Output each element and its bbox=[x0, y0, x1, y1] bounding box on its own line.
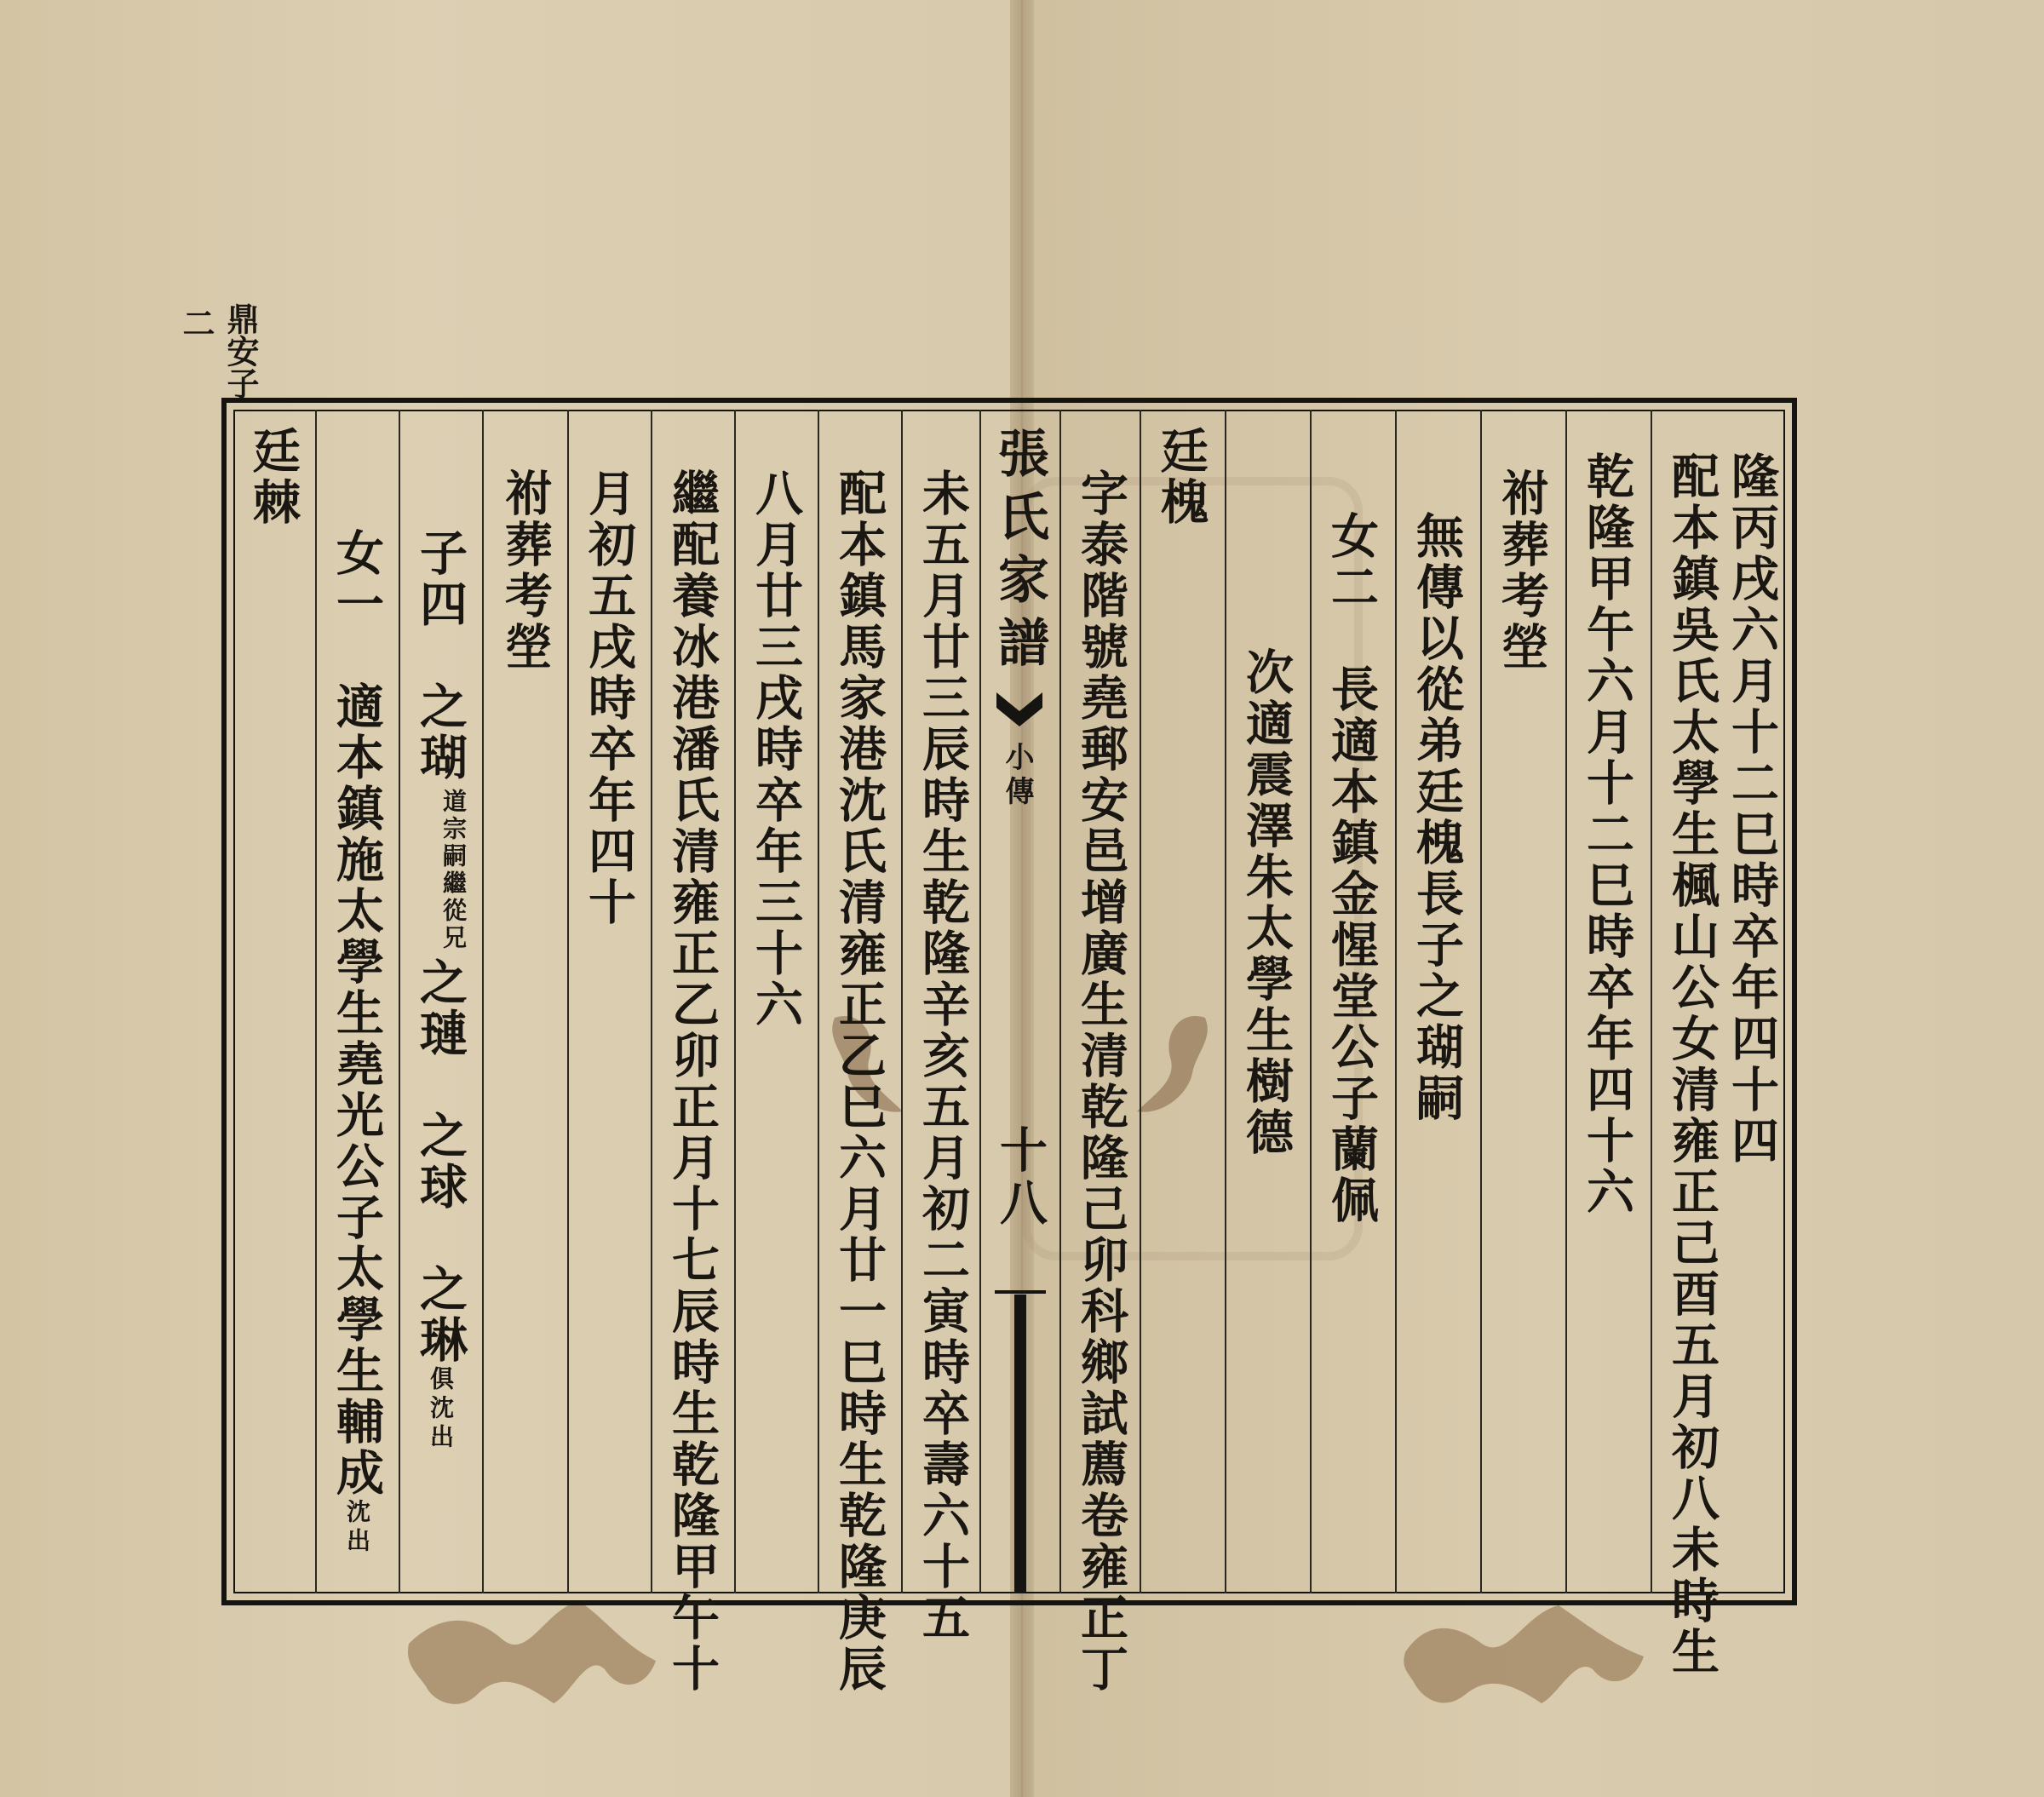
column-rule bbox=[818, 410, 819, 1593]
sons-text-b: 之璉 之球 之琳 bbox=[412, 957, 468, 1366]
text-column: 月初五戌時卒年四十 bbox=[581, 468, 637, 928]
text-column: 祔葬考塋 bbox=[497, 468, 554, 673]
column-rule bbox=[1059, 410, 1061, 1593]
column-rule bbox=[1651, 410, 1652, 1593]
children-column bbox=[414, 528, 467, 1453]
column-rule bbox=[1395, 410, 1397, 1593]
column-rule bbox=[399, 410, 400, 1593]
paper-stain-bottom-left bbox=[400, 1593, 664, 1720]
column-rule bbox=[1310, 410, 1312, 1593]
text-column: 廷棘 bbox=[245, 426, 301, 528]
text-column: 繼配養冰港潘氏清雍正乙卯正月十七辰時生乾隆甲午十 bbox=[664, 468, 721, 1695]
book-title: 張氏家譜 bbox=[990, 427, 1049, 679]
interlinear-note bbox=[439, 789, 467, 952]
text-column: 八月廿三戌時卒年三十六 bbox=[748, 468, 804, 1031]
header-mark-number: 二 bbox=[177, 307, 215, 339]
sons-text-a: 子四 之瑚 bbox=[412, 528, 468, 784]
text-column: 祔葬考塋 bbox=[1494, 468, 1550, 673]
column-rule bbox=[1140, 410, 1141, 1593]
center-bar-cap bbox=[995, 1290, 1046, 1294]
leaf-header-mark-number bbox=[179, 307, 213, 339]
text-column: 配本鎮吳氏太學生楓山公女清雍正己酉五月初八未時生 bbox=[1664, 451, 1720, 1678]
center-bar bbox=[1014, 1295, 1026, 1593]
column-rule bbox=[1565, 410, 1567, 1593]
text-column: 配本鎮馬家港沈氏清雍正乙巳六月廿一巳時生乾隆庚辰 bbox=[831, 468, 887, 1695]
section-label: 小傳 bbox=[1000, 742, 1034, 810]
column-rule bbox=[1225, 410, 1226, 1593]
daughter-column bbox=[330, 528, 383, 1557]
note-right: 繼從兄 bbox=[439, 870, 468, 952]
leaf-header-mark bbox=[221, 302, 260, 399]
column-rule bbox=[567, 410, 569, 1593]
column-rule bbox=[315, 410, 317, 1593]
column-rule bbox=[651, 410, 652, 1593]
sons-note-end: 俱沈出 bbox=[427, 1366, 455, 1453]
note-left: 道宗嗣 bbox=[439, 789, 468, 870]
text-column: 女二 長適本鎮金惺堂公子蘭佩 bbox=[1323, 511, 1380, 1226]
column-rule bbox=[482, 410, 484, 1593]
text-column: 字泰階號堯郵安邑增廣生清乾隆己卯科鄉試薦卷雍正丁 bbox=[1073, 468, 1129, 1695]
text-column: 廷槐 bbox=[1153, 426, 1209, 528]
column-rule bbox=[1480, 410, 1482, 1593]
text-column: 乾隆甲午六月十二巳時卒年四十六 bbox=[1579, 451, 1635, 1218]
text-column: 未五月廿三辰時生乾隆辛亥五月初二寅時卒壽六十五 bbox=[915, 468, 971, 1644]
page-number: 十八 bbox=[992, 1125, 1048, 1231]
text-column: 無傳以從弟廷槐長子之瑚嗣 bbox=[1409, 511, 1465, 1124]
daughter-text: 女一 適本鎮施太學生堯光公子太學生輔成 bbox=[329, 528, 385, 1499]
column-rule bbox=[734, 410, 736, 1593]
column-rule bbox=[901, 410, 903, 1593]
paper-stain-bottom-right bbox=[1397, 1593, 1652, 1720]
fishtail-mark-icon bbox=[996, 692, 1042, 733]
text-column: 隆丙戌六月十二巳時卒年四十四 bbox=[1724, 451, 1780, 1167]
daughter-note-end: 沈出 bbox=[343, 1499, 371, 1557]
text-column: 次適震澤朱太學生樹德 bbox=[1238, 647, 1295, 1158]
header-mark-main: 鼎安子 bbox=[221, 302, 260, 399]
